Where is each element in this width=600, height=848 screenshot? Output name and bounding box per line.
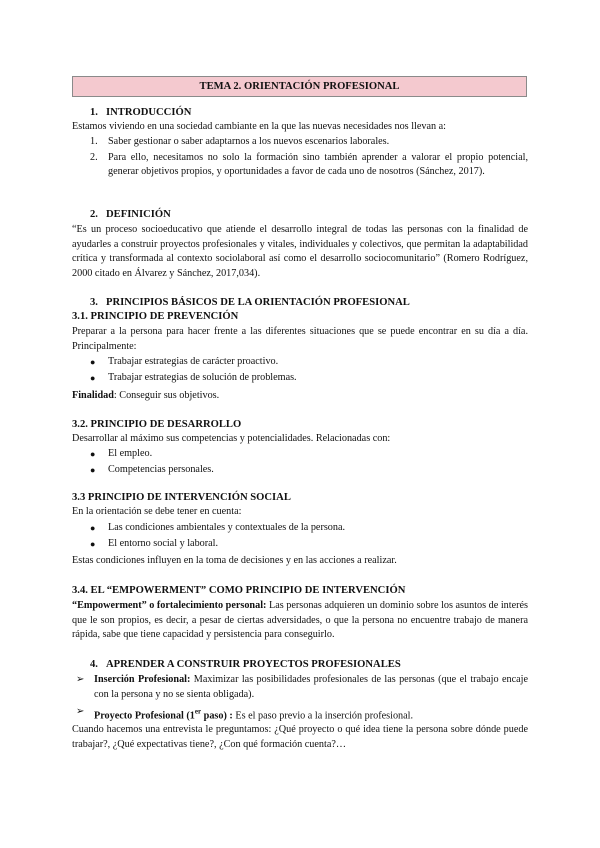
section-1-list: [90, 135, 528, 180]
list-item: [90, 370, 528, 386]
subsection-3-1-finalidad: [72, 389, 528, 404]
list-body: Maximizar las posibilidades profesionales de las personas (que el trabajo encaje con la persona y no se sienta obligada).: [94, 674, 528, 700]
section-4-number: 4.: [90, 659, 98, 670]
finalidad-label: Finalidad: [72, 390, 114, 401]
section-3-number: 3.: [90, 297, 98, 308]
section-4-heading: [72, 658, 528, 673]
section-2-definition: “Es un proceso socioeducativo que atiende el desarrollo integral de todas las personas con la finalidad de ayudarles a construir proyectos profesionales y vitales, individuales y colectivos, que permitan la adaptabilidad crítica y transformada al contexto sociolaboral así como el desarrollo sociocomunitario” (Romero Rodríguez, 2000 citado en Álvarez y Sánchez, 2017,034).: [72, 224, 528, 279]
bullet-icon: ●: [90, 539, 96, 549]
subsection-3-3-text: En la orientación se debe tener en cuenta:: [72, 506, 242, 517]
subsection-3-3-bullets: [90, 520, 528, 552]
list-label-end: paso) :: [201, 710, 233, 722]
bullet-icon: ●: [90, 449, 96, 459]
list-text: Trabajar estrategias de carácter proactivo.: [108, 356, 279, 367]
list-text: Para ello, necesitamos no solo la formación sino también aprender a valorar el propio potencial, generar objetivos propios, y oportunidades a favor de cada uno de nosotros (Sánchez, 2017).: [108, 151, 528, 177]
list-item: [90, 446, 528, 462]
section-2-number: 2.: [90, 209, 98, 220]
list-item: [76, 673, 528, 702]
list-item: [76, 705, 528, 724]
section-3-title: PRINCIPIOS BÁSICOS DE LA ORIENTACIÓN PROFESIONAL: [106, 297, 410, 308]
bullet-icon: ●: [90, 523, 96, 533]
list-label: Inserción Profesional:: [94, 674, 191, 685]
list-item: [90, 151, 528, 180]
list-text: El entorno social y laboral.: [108, 538, 219, 549]
empowerment-label: “Empowerment” o fortalecimiento personal:: [72, 600, 267, 611]
page-title: TEMA 2. ORIENTACIÓN PROFESIONAL: [72, 76, 527, 97]
section-1-number: 1.: [90, 107, 98, 118]
bullet-icon: ●: [90, 465, 96, 475]
list-text: Competencias personales.: [108, 464, 214, 475]
section-1-heading: [72, 106, 528, 121]
list-body: Es el paso previo a la inserción profesional.: [232, 710, 414, 722]
subsection-3-1-heading: 3.1. PRINCIPIO DE PREVENCIÓN: [72, 311, 239, 322]
list-item: [90, 135, 528, 150]
subsection-3-3-after: Estas condiciones influyen en la toma de decisiones y en las acciones a realizar.: [72, 555, 397, 566]
subsection-3-4-heading: 3.4. EL “EMPOWERMENT” COMO PRINCIPIO DE INTERVENCIÓN: [72, 585, 406, 596]
subsection-3-1-bullets: [90, 354, 528, 386]
subsection-3-3-heading: 3.3 PRINCIPIO DE INTERVENCIÓN SOCIAL: [72, 492, 291, 503]
list-number: 2.: [90, 151, 98, 163]
subsection-3-4-text: [72, 599, 528, 643]
list-label-sup: er: [194, 708, 202, 716]
list-item: [90, 354, 528, 370]
section-4-title: APRENDER A CONSTRUIR PROYECTOS PROFESIONALES: [106, 659, 401, 670]
list-text: Saber gestionar o saber adaptarnos a los nuevos escenarios laborales.: [108, 136, 390, 147]
subsection-3-2-bullets: [90, 446, 528, 478]
subsection-3-1-text: Preparar a la persona para hacer frente a las diferentes situaciones que se puede encontrar en su día a día. Principalmente:: [72, 326, 528, 352]
subsection-3-2-heading: 3.2. PRINCIPIO DE DESARROLLO: [72, 419, 242, 430]
list-item: [90, 536, 528, 552]
bullet-icon: ●: [90, 357, 96, 367]
section-4-list: [76, 673, 528, 724]
bullet-icon: ●: [90, 373, 96, 383]
section-1-intro: Estamos viviendo en una sociedad cambiante en la que las nuevas necesidades nos llevan a:: [72, 121, 446, 132]
section-2-title: DEFINICIÓN: [106, 209, 171, 220]
subsection-3-2-text: Desarrollar al máximo sus competencias y potencialidades. Relacionadas con:: [72, 433, 391, 444]
list-text: Trabajar estrategias de solución de problemas.: [108, 372, 297, 383]
list-item: [90, 462, 528, 478]
list-text: Las condiciones ambientales y contextuales de la persona.: [108, 522, 346, 533]
list-text: [94, 705, 528, 724]
empowerment-text: Las personas adquieren un dominio sobre los asuntos de interés que le son propios, es decir, a pesar de ciertas adversidades, o que la persona no encuentre trabajo de manera rápida, sabe que tiene capacidad y persistencia para conseguirlo.: [72, 600, 528, 640]
arrow-bullet-icon: ➢: [76, 706, 85, 717]
list-text: El empleo.: [108, 448, 153, 459]
list-number: 1.: [90, 136, 98, 147]
finalidad-text: : Conseguir sus objetivos.: [113, 390, 220, 401]
arrow-bullet-icon: ➢: [76, 674, 85, 685]
list-label: Proyecto Profesional (1: [94, 710, 195, 722]
section-4-closing: Cuando hacemos una entrevista le preguntamos: ¿Qué proyecto o qué idea tiene la persona sobre dónde puede trabajar?, ¿Qué expectativas tiene?, ¿Con qué formación cuenta?…: [72, 724, 528, 750]
section-2-heading: [72, 208, 528, 223]
list-text: [94, 673, 528, 702]
section-1-title: INTRODUCCIÓN: [106, 107, 192, 118]
list-item: [90, 520, 528, 536]
section-3-heading: [72, 296, 528, 311]
